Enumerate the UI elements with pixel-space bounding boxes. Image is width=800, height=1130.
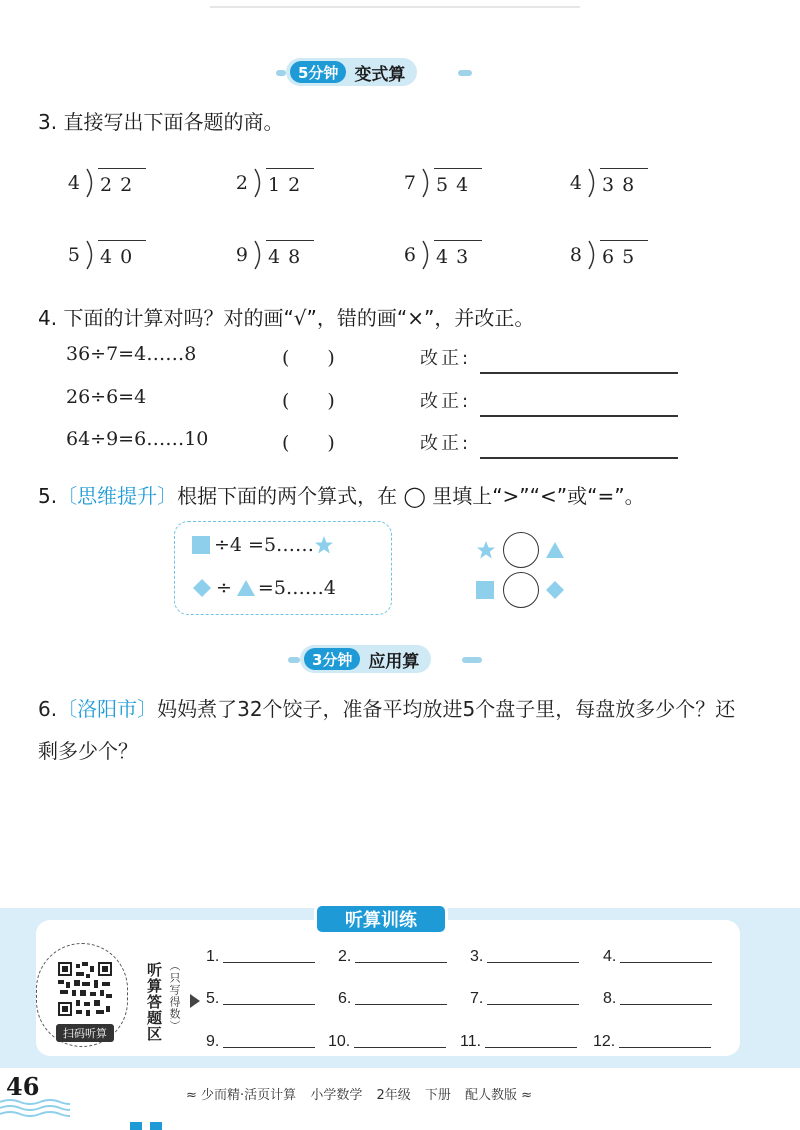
footer-book: ≈ 少而精·活页计算 bbox=[186, 1088, 297, 1103]
section-name: 应用算 bbox=[368, 651, 420, 672]
answer-line[interactable] bbox=[355, 1004, 447, 1005]
question-4-title: 4. 下面的计算对吗？对的画“√”，错的画“×”，并改正。 bbox=[38, 306, 535, 330]
answer-slot[interactable] bbox=[460, 1033, 577, 1051]
square-shape-icon bbox=[192, 536, 210, 554]
dividend: 43 bbox=[434, 240, 482, 270]
dividend: 54 bbox=[434, 168, 482, 198]
long-division bbox=[66, 239, 146, 271]
division-bracket-icon bbox=[84, 167, 98, 199]
corner-decoration-icon bbox=[130, 1118, 170, 1130]
play-arrow-icon bbox=[190, 994, 200, 1008]
long-division bbox=[402, 167, 482, 199]
dividend: 40 bbox=[98, 240, 146, 270]
answer-paren[interactable]: ( ) bbox=[282, 347, 335, 369]
compare-circle[interactable] bbox=[503, 532, 539, 568]
divisor: 7 bbox=[403, 172, 416, 194]
question-tag: 〔思维提升〕 bbox=[57, 484, 178, 508]
long-division bbox=[234, 239, 314, 271]
answer-slot[interactable] bbox=[338, 948, 447, 966]
answer-line[interactable] bbox=[223, 962, 315, 963]
footer-info bbox=[186, 1084, 542, 1103]
long-division bbox=[402, 239, 482, 271]
long-division bbox=[568, 239, 648, 271]
question-5-title bbox=[38, 480, 645, 509]
correction-label: 改正: bbox=[420, 391, 472, 412]
answer-area-note: （只写得数） bbox=[168, 960, 181, 1032]
equation-op: ÷4 =5…… bbox=[214, 534, 315, 556]
division-bracket-icon bbox=[252, 167, 266, 199]
answer-line[interactable] bbox=[620, 1004, 712, 1005]
square-shape-icon bbox=[476, 581, 494, 599]
long-division bbox=[66, 167, 146, 199]
question-number: 5. bbox=[38, 484, 58, 508]
equation-1 bbox=[192, 534, 334, 556]
calc-expression: 64÷9=6……10 bbox=[66, 428, 209, 450]
answer-paren[interactable]: ( ) bbox=[282, 390, 335, 412]
equation-op: ÷ bbox=[216, 577, 232, 599]
divisor: 4 bbox=[67, 172, 80, 194]
answer-number: 8. bbox=[603, 990, 617, 1007]
diamond-icon bbox=[545, 580, 565, 600]
question-3-title: 3. 直接写出下面各题的商。 bbox=[38, 110, 284, 134]
compare-circle[interactable] bbox=[503, 572, 539, 608]
answer-line[interactable] bbox=[487, 1004, 579, 1005]
answer-slot[interactable] bbox=[603, 990, 712, 1008]
equation-rest: =5……4 bbox=[257, 577, 337, 599]
correction-label: 改正: bbox=[420, 348, 472, 369]
answer-line[interactable] bbox=[619, 1047, 711, 1048]
page-number: 46 bbox=[6, 1072, 40, 1101]
answer-line[interactable] bbox=[487, 962, 579, 963]
section-header-application bbox=[300, 645, 500, 673]
dividend: 65 bbox=[600, 240, 648, 270]
answer-slot[interactable] bbox=[470, 990, 579, 1008]
section-minutes: 3分钟 bbox=[304, 648, 360, 670]
equation-2 bbox=[192, 577, 336, 599]
division-bracket-icon bbox=[252, 239, 266, 271]
correction-label: 改正: bbox=[420, 433, 472, 454]
answer-line[interactable] bbox=[485, 1047, 577, 1048]
calc-expression: 26÷6=4 bbox=[66, 386, 147, 408]
footer-subject: 小学数学 bbox=[310, 1088, 363, 1103]
answer-line[interactable] bbox=[223, 1004, 315, 1005]
divisor: 6 bbox=[403, 244, 416, 266]
answer-slot[interactable] bbox=[328, 1033, 446, 1051]
division-bracket-icon bbox=[420, 239, 434, 271]
footer-term: 下册 bbox=[424, 1088, 451, 1103]
question-text: 妈妈煮了32个饺子，准备平均放进5个盘子里，每盘放多少个？还剩多少个？ bbox=[38, 697, 736, 763]
answer-number: 1. bbox=[206, 948, 220, 965]
qr-code-icon[interactable] bbox=[56, 960, 114, 1018]
divisor: 8 bbox=[569, 244, 582, 266]
divisor: 2 bbox=[235, 172, 248, 194]
division-bracket-icon bbox=[586, 239, 600, 271]
dividend: 48 bbox=[266, 240, 314, 270]
answer-area-label: 听算答题区 bbox=[145, 962, 163, 1042]
answer-line[interactable] bbox=[355, 962, 447, 963]
answer-number: 9. bbox=[206, 1033, 220, 1050]
triangle-icon bbox=[236, 579, 256, 597]
answer-number: 2. bbox=[338, 948, 352, 965]
answer-slot[interactable] bbox=[338, 990, 447, 1008]
section-minutes: 5分钟 bbox=[290, 61, 346, 83]
dividend: 38 bbox=[600, 168, 648, 198]
footer-grade: 2年级 bbox=[376, 1088, 411, 1103]
dividend: 12 bbox=[266, 168, 314, 198]
qr-label: 扫码听算 bbox=[56, 1024, 114, 1042]
answer-number: 10. bbox=[328, 1033, 351, 1050]
top-rule bbox=[210, 6, 580, 8]
section-header-variant bbox=[286, 58, 486, 86]
correction-line[interactable] bbox=[480, 372, 678, 374]
star-icon bbox=[476, 540, 496, 560]
question-text: 根据下面的两个算式，在 ◯ 里填上“>”“<”或“=”。 bbox=[177, 484, 645, 508]
answer-number: 3. bbox=[470, 948, 484, 965]
question-6 bbox=[38, 688, 738, 772]
answer-slot[interactable] bbox=[206, 990, 315, 1008]
answer-slot[interactable] bbox=[603, 948, 712, 966]
answer-number: 4. bbox=[603, 948, 617, 965]
answer-number: 12. bbox=[593, 1033, 616, 1050]
answer-slot[interactable] bbox=[593, 1033, 711, 1051]
answer-number: 11. bbox=[460, 1033, 482, 1050]
divisor: 9 bbox=[235, 244, 248, 266]
divisor: 4 bbox=[569, 172, 582, 194]
correction-line[interactable] bbox=[480, 415, 678, 417]
long-division bbox=[568, 167, 648, 199]
answer-number: 6. bbox=[338, 990, 352, 1007]
answer-line[interactable] bbox=[223, 1047, 315, 1048]
answer-line[interactable] bbox=[354, 1047, 446, 1048]
footer-edition: 配人教版 ≈ bbox=[465, 1088, 533, 1103]
wave-decoration-icon bbox=[0, 1096, 70, 1118]
calc-expression: 36÷7=4……8 bbox=[66, 343, 197, 365]
long-division bbox=[234, 167, 314, 199]
triangle-icon bbox=[545, 541, 565, 559]
star-icon bbox=[314, 535, 334, 555]
answer-paren[interactable]: ( ) bbox=[282, 432, 335, 454]
answer-line[interactable] bbox=[620, 962, 712, 963]
question-tag: 〔洛阳市〕 bbox=[57, 697, 158, 721]
answer-slot[interactable] bbox=[206, 948, 315, 966]
section-name: 变式算 bbox=[354, 64, 406, 85]
question-number: 6. bbox=[38, 697, 58, 721]
answer-number: 5. bbox=[206, 990, 220, 1007]
dividend: 22 bbox=[98, 168, 146, 198]
diamond-icon bbox=[192, 578, 212, 598]
answer-slot[interactable] bbox=[470, 948, 579, 966]
division-bracket-icon bbox=[84, 239, 98, 271]
correction-line[interactable] bbox=[480, 457, 678, 459]
division-bracket-icon bbox=[420, 167, 434, 199]
divisor: 5 bbox=[67, 244, 80, 266]
answer-slot[interactable] bbox=[206, 1033, 315, 1051]
answer-number: 7. bbox=[470, 990, 484, 1007]
division-bracket-icon bbox=[586, 167, 600, 199]
listening-title: 听算训练 bbox=[314, 903, 448, 935]
